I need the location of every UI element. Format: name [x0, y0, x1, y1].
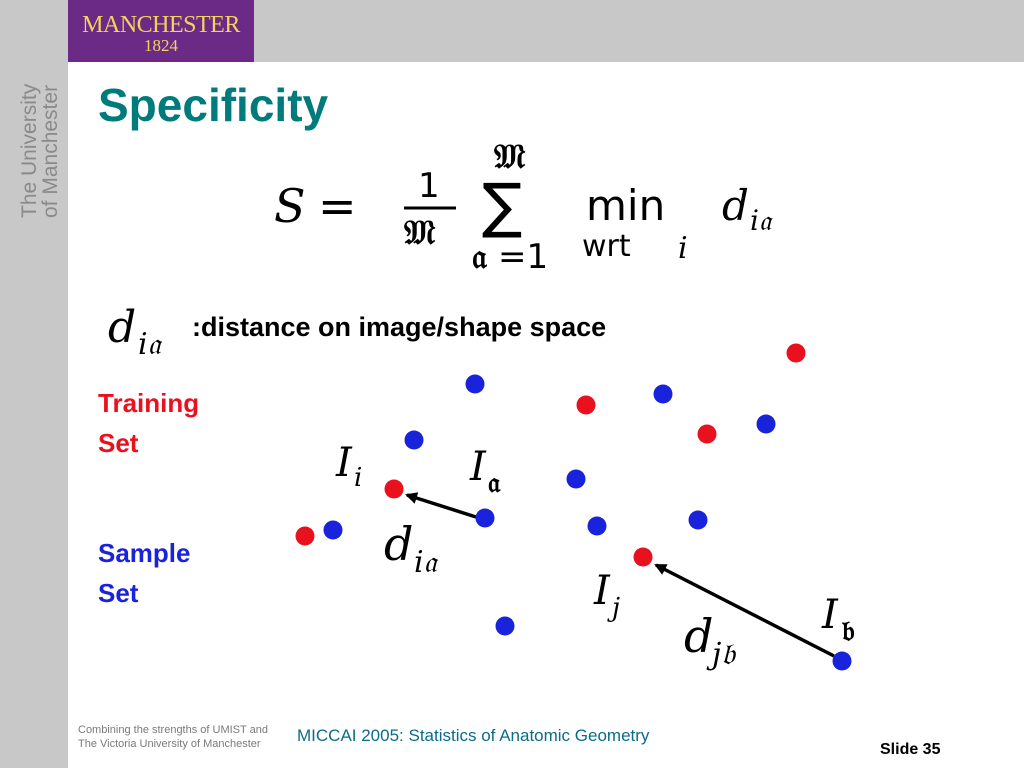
- formula-frac-den: 𝔐: [404, 213, 436, 253]
- label-Ij: I: [594, 568, 610, 614]
- sample-point: [833, 652, 852, 671]
- sum-lower-var: 𝔞: [472, 237, 487, 277]
- arrow-djb: [656, 565, 834, 656]
- sample-point: [757, 415, 776, 434]
- min-operator: min: [586, 181, 666, 230]
- sample-point: [689, 511, 708, 530]
- sample-point: [567, 470, 586, 489]
- label-djb-subscript: j𝔟: [712, 637, 735, 672]
- sum-symbol: ∑: [482, 171, 523, 241]
- label-Ii-subscript: i: [354, 463, 363, 493]
- wrt-text: wrt: [582, 229, 631, 264]
- sum-upper-limit: 𝔐: [494, 137, 526, 177]
- logo-name: MANCHESTER: [82, 12, 240, 38]
- university-line-1: The University: [18, 83, 41, 218]
- sample-point: [654, 385, 673, 404]
- formula-d-subscript: i𝔞: [750, 204, 772, 237]
- label-Ii: I: [336, 440, 352, 486]
- training-point: [634, 548, 653, 567]
- sum-lower-val: =1: [498, 237, 549, 277]
- slide-number: Slide 35: [880, 741, 941, 758]
- sample-label-line1: Sample: [98, 538, 191, 568]
- training-point: [577, 396, 596, 415]
- formula-d: d: [722, 181, 749, 230]
- sample-point: [496, 617, 515, 636]
- label-Ia: I: [470, 444, 486, 490]
- definition-text: :distance on image/shape space: [192, 312, 607, 342]
- footer-left-line1: Combining the strengths of UMIST and: [78, 724, 268, 736]
- sample-point: [588, 517, 607, 536]
- sample-label-line2: Set: [98, 578, 139, 608]
- training-point: [385, 480, 404, 499]
- sample-point: [476, 509, 495, 528]
- label-djb: d: [684, 609, 714, 663]
- footer-left: [78, 723, 268, 751]
- label-Ij-subscript: j: [612, 593, 621, 623]
- training-point: [296, 527, 315, 546]
- training-label-line1: Training: [98, 388, 200, 418]
- slide-title: Specificity: [98, 79, 329, 131]
- specificity-formula: [274, 137, 773, 277]
- label-Ib: I: [822, 592, 838, 638]
- definition-symbol: d: [108, 302, 137, 353]
- logo-year: 1824: [144, 36, 178, 55]
- label-Ia-subscript: 𝔞: [488, 466, 501, 499]
- footer-left-line2: The Victoria University of Manchester: [78, 738, 261, 750]
- sample-point: [405, 431, 424, 450]
- formula-equals: =: [318, 179, 357, 233]
- sample-point: [466, 375, 485, 394]
- formula-lhs: S: [274, 179, 306, 233]
- arrow-dia: [407, 495, 476, 517]
- wrt-var: i: [678, 231, 688, 266]
- definition-symbol-subscript: i𝔞: [138, 327, 161, 362]
- footer-title: MICCAI 2005: Statistics of Anatomic Geometry: [297, 726, 650, 745]
- training-point: [787, 344, 806, 363]
- formula-frac-num: 1: [418, 166, 440, 206]
- training-point: [698, 425, 717, 444]
- label-dia: d: [384, 517, 414, 571]
- university-line-2: of Manchester: [39, 84, 62, 218]
- sample-point: [324, 521, 343, 540]
- label-dia-subscript: i𝔞: [414, 545, 437, 580]
- training-label-line2: Set: [98, 428, 139, 458]
- label-Ib-subscript: 𝔟: [842, 614, 855, 647]
